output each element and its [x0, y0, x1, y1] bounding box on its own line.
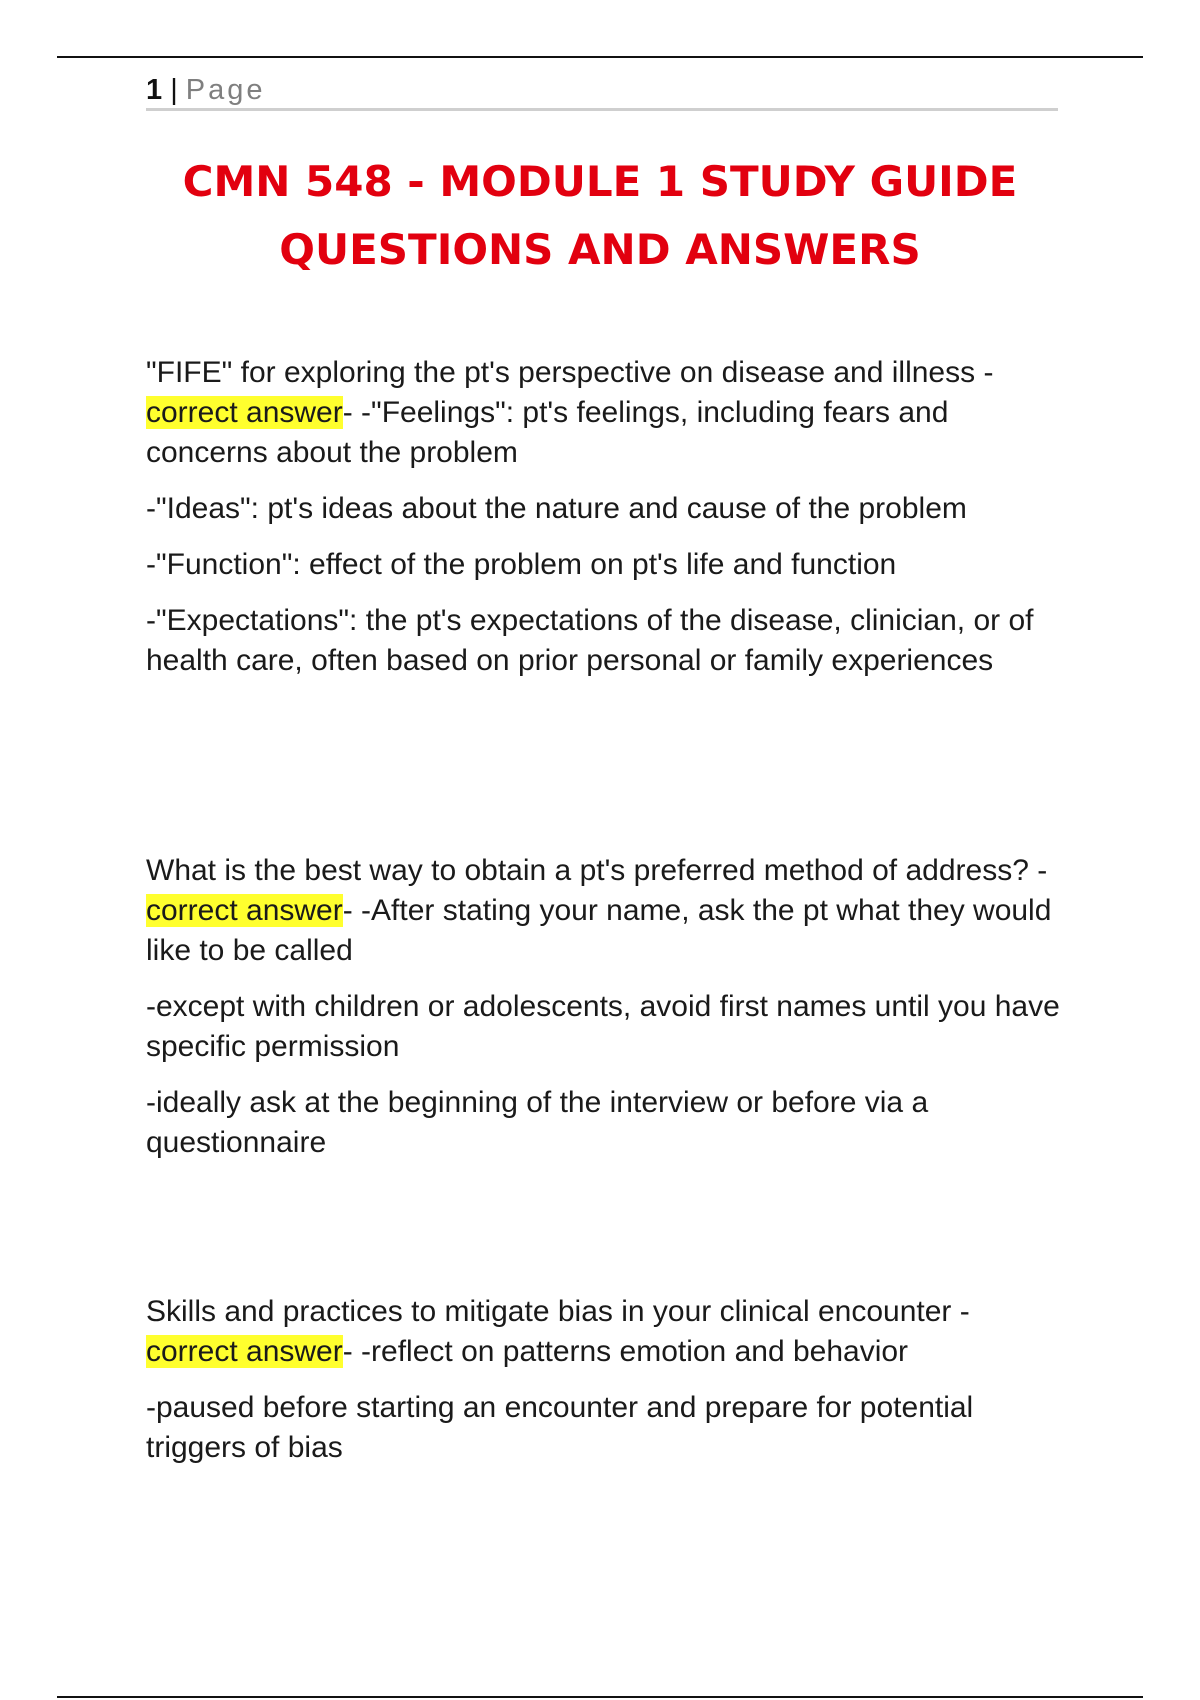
- page-separator: |: [162, 74, 186, 106]
- page-label: Page: [185, 74, 266, 106]
- page-header: [146, 72, 1058, 111]
- answer-line: -ideally ask at the beginning of the interview or before via a questionnaire: [146, 1086, 929, 1159]
- qa-item-fife: [146, 353, 1066, 697]
- correct-answer-highlight: correct answer: [146, 396, 343, 429]
- answer-text: - -After stating your name, ask the pt what they would like to be called: [146, 894, 1052, 967]
- qa-question-paragraph: [146, 1292, 1066, 1372]
- document-title: [100, 148, 1100, 284]
- question-text: "FIFE" for exploring the pt's perspective on disease and illness -: [146, 356, 994, 389]
- answer-line: -"Function": effect of the problem on pt's life and function: [146, 548, 897, 581]
- question-text: What is the best way to obtain a pt's preferred method of address? -: [146, 854, 1048, 887]
- answer-line: -"Ideas": pt's ideas about the nature and cause of the problem: [146, 492, 967, 525]
- page-number: 1: [146, 74, 163, 106]
- answer-text: - -"Feelings": pt's feelings, including fears and concerns about the problem: [146, 396, 949, 469]
- document-title-line-2: QUESTIONS AND ANSWERS: [279, 225, 921, 274]
- question-text: Skills and practices to mitigate bias in your clinical encounter -: [146, 1295, 970, 1328]
- bottom-rule: [57, 1696, 1143, 1698]
- answer-text: - -reflect on patterns emotion and behavior: [342, 1335, 909, 1368]
- document-title-line-1: CMN 548 - MODULE 1 STUDY GUIDE: [182, 157, 1018, 206]
- qa-item-mitigate-bias: [146, 1292, 1066, 1484]
- qa-question-paragraph: [146, 353, 1066, 473]
- correct-answer-highlight: correct answer: [146, 894, 343, 927]
- top-rule: [57, 56, 1143, 58]
- answer-line: -except with children or adolescents, avoid first names until you have specific permission: [146, 990, 1060, 1063]
- correct-answer-highlight: correct answer: [146, 1335, 343, 1368]
- answer-line: -paused before starting an encounter and prepare for potential triggers of bias: [146, 1391, 974, 1464]
- qa-question-paragraph: [146, 851, 1066, 971]
- answer-line: -"Expectations": the pt's expectations of the disease, clinician, or of health care, often based on prior personal or family experiences: [146, 604, 1034, 677]
- qa-item-preferred-address: [146, 851, 1066, 1179]
